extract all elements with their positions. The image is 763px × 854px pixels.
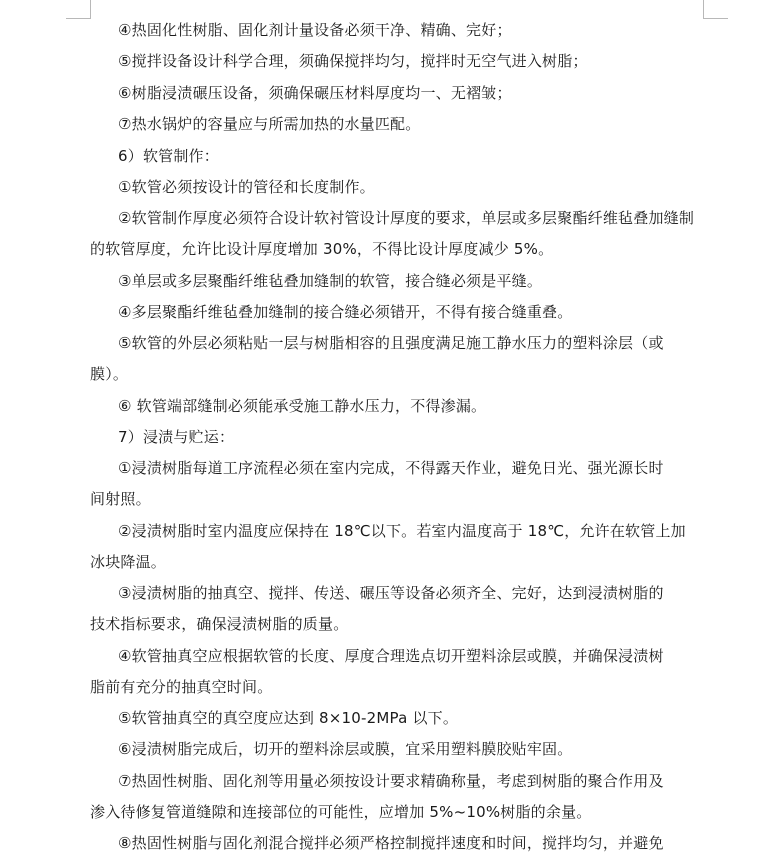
paragraph-line: ⑥树脂浸渍碾压设备，须确保碾压材料厚度均一、无褶皱；	[118, 84, 512, 102]
paragraph-line: 冰块降温。	[90, 553, 167, 571]
paragraph-line: ⑥ 软管端部缝制必须能承受施工静水压力，不得渗漏。	[118, 397, 487, 415]
paragraph-line: ②浸渍树脂时室内温度应保持在 18℃以下。若室内温度高于 18℃，允许在软管上加	[118, 522, 686, 540]
section-heading: 6）软管制作：	[118, 147, 219, 165]
paragraph-line: 间射照。	[90, 490, 151, 508]
paragraph-line: ②软管制作厚度必须符合设计软衬管设计厚度的要求，单层或多层聚酯纤维毡叠加缝制	[118, 209, 695, 227]
paragraph-line: ⑤软管的外层必须粘贴一层与树脂相容的且强度满足施工静水压力的塑料涂层（或	[118, 334, 664, 352]
paragraph-line: 渗入待修复管道缝隙和连接部位的可能性，应增加 5%~10%树脂的余量。	[90, 803, 592, 821]
paragraph-line: ④热固化性树脂、固化剂计量设备必须干净、精确、完好；	[118, 21, 512, 39]
paragraph-line: ③浸渍树脂的抽真空、搅拌、传送、碾压等设备必须齐全、完好，达到浸渍树脂的	[118, 584, 664, 602]
paragraph-line: ⑥浸渍树脂完成后，切开的塑料涂层或膜，宜采用塑料膜胶贴牢固。	[118, 740, 573, 758]
paragraph-line: ①软管必须按设计的管径和长度制作。	[118, 178, 375, 196]
paragraph-line: ④多层聚酯纤维毡叠加缝制的接合缝必须错开，不得有接合缝重叠。	[118, 303, 573, 321]
paragraph-line: ⑤软管抽真空的真空度应达到 8×10-2MPa 以下。	[118, 709, 459, 727]
paragraph-line: ⑦热水锅炉的容量应与所需加热的水量匹配。	[118, 115, 421, 133]
paragraph-line: ⑧热固性树脂与固化剂混合搅拌必须严格控制搅拌速度和时间，搅拌均匀，并避免	[118, 834, 664, 852]
paragraph-line: 的软管厚度，允许比设计厚度增加 30%，不得比设计厚度减少 5%。	[90, 240, 554, 258]
top-left-crop-mark	[66, 0, 91, 19]
section-heading: 7）浸渍与贮运：	[118, 428, 235, 446]
paragraph-line: 脂前有充分的抽真空时间。	[90, 678, 273, 696]
paragraph-line: 膜）。	[90, 365, 129, 383]
paragraph-line: ④软管抽真空应根据软管的长度、厚度合理选点切开塑料涂层或膜，并确保浸渍树	[118, 647, 664, 665]
top-right-crop-mark	[703, 0, 728, 19]
paragraph-line: ①浸渍树脂每道工序流程必须在室内完成，不得露天作业，避免日光、强光源长时	[118, 459, 664, 477]
paragraph-line: 技术指标要求，确保浸渍树脂的质量。	[90, 615, 349, 633]
paragraph-line: ③单层或多层聚酯纤维毡叠加缝制的软管，接合缝必须是平缝。	[118, 272, 543, 290]
paragraph-line: ⑤搅拌设备设计科学合理，须确保搅拌均匀，搅拌时无空气进入树脂；	[118, 52, 588, 70]
paragraph-line: ⑦热固性树脂、固化剂等用量必须按设计要求精确称量，考虑到树脂的聚合作用及	[118, 772, 664, 790]
